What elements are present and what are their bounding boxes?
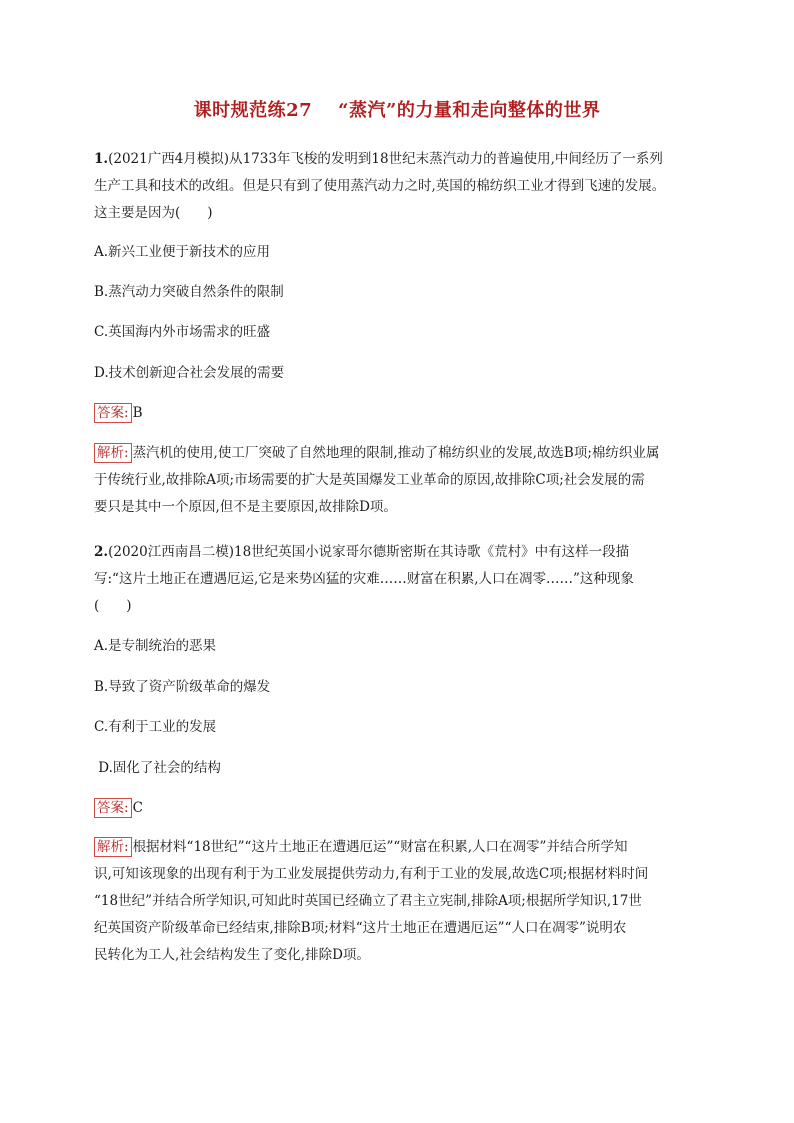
analysis-label: 解析: xyxy=(94,443,132,463)
question-2-option-c: C.有利于工业的发展 xyxy=(94,719,217,735)
analysis-label: 解析: xyxy=(94,837,132,857)
question-1-line-3: 这主要是因为( ) xyxy=(94,205,213,221)
analysis-line-3: “18世纪”并结合所学知识,可知此时英国已经确立了君主立宪制,排除A项;根据所学知识,17世 xyxy=(94,893,642,909)
question-2-line-3: ( ) xyxy=(94,598,132,614)
analysis-line-2: 于传统行业,故排除A项;市场需要的扩大是英国爆发工业革命的原因,故排除C项;社会发展的需 xyxy=(94,472,645,488)
question-1-analysis xyxy=(94,440,704,521)
question-1-answer xyxy=(94,403,142,423)
answer-label: 答案: xyxy=(94,403,132,423)
page-title xyxy=(0,96,794,122)
analysis-line-1: 蒸汽机的使用,使工厂突破了自然地理的限制,推动了棉纺织业的发展,故选B项;棉纺织业属 xyxy=(132,445,660,461)
question-2-line-1: (2020江西南昌二模)18世纪英国小说家哥尔德斯密斯在其诗歌《荒村》中有这样一段描 xyxy=(108,544,630,560)
question-2-option-a: A.是专制统治的恶果 xyxy=(94,638,217,654)
question-1-option-c: C.英国海内外市场需求的旺盛 xyxy=(94,324,271,340)
analysis-line-2: 识,可知该现象的出现有利于为工业发展提供劳动力,有利于工业的发展,故选C项;根据材料时间 xyxy=(94,866,649,882)
analysis-line-5: 民转化为工人,社会结构发生了变化,排除D项。 xyxy=(94,947,370,963)
analysis-line-3: 要只是其中一个原因,但不是主要原因,故排除D项。 xyxy=(94,499,397,515)
analysis-line-1: 根据材料“18世纪”“这片土地正在遭遇厄运”“财富在积累,人口在凋零”并结合所学知 xyxy=(132,839,628,855)
question-1-option-b: B.蒸汽动力突破自然条件的限制 xyxy=(94,284,284,300)
title-topic: “蒸汽”的力量和走向整体的世界 xyxy=(338,100,601,121)
answer-label: 答案: xyxy=(94,798,132,818)
answer-value: B xyxy=(132,405,143,421)
question-2-line-2: 写:“这片土地正在遭遇厄运,它是来势凶猛的灾难……财富在积累,人口在凋零……”这种现象 xyxy=(94,571,634,587)
title-lesson-number: 课时规范练27 xyxy=(193,100,313,121)
question-1-option-a: A.新兴工业便于新技术的应用 xyxy=(94,244,271,260)
analysis-line-4: 纪英国资产阶级革命已经结束,排除B项;材料“这片土地正在遭遇厄运”“人口在凋零”说明农 xyxy=(94,920,627,936)
question-1-line-1: (2021广西4月模拟)从1733年飞梭的发明到18世纪末蒸汽动力的普遍使用,中间经历了一系列 xyxy=(108,151,663,167)
answer-value: C xyxy=(132,800,143,816)
question-1-line-2: 生产工具和技术的改组。但是只有到了使用蒸汽动力之时,英国的棉纺织工业才得到飞速的发展。 xyxy=(94,178,666,194)
question-1-stem xyxy=(94,146,704,227)
question-1-number: 1. xyxy=(94,151,109,167)
question-2-number: 2. xyxy=(94,544,109,560)
question-1-option-d: D.技术创新迎合社会发展的需要 xyxy=(94,365,285,381)
question-2-option-d: D.固化了社会的结构 xyxy=(94,760,221,776)
question-2-answer xyxy=(94,798,143,818)
question-2-stem xyxy=(94,539,704,620)
question-2-analysis xyxy=(94,834,704,969)
question-2-option-b: B.导致了资产阶级革命的爆发 xyxy=(94,679,271,695)
